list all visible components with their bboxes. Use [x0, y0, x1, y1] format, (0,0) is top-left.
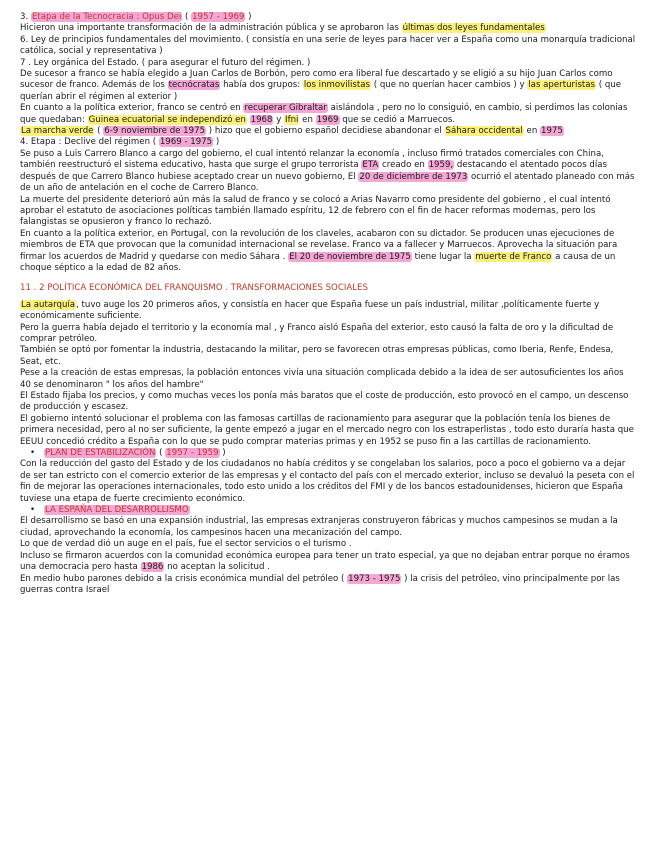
text-run: ( — [182, 12, 192, 22]
text-run: ocurrió el atentado planeado con más de un año de antelación en el coche de Carrero Blanco. — [20, 171, 635, 194]
paragraph — [20, 345, 636, 368]
highlighted-text: 1969 - 1975 — [159, 137, 213, 148]
paragraph — [20, 69, 636, 103]
text-run: Incluso se firmaron acuerdos con la comunidad económica europea para tener un trato especial, ya que no dejaban entrar porque no éramos una democracia pero hasta — [20, 550, 630, 573]
paragraph — [20, 229, 636, 275]
text-run: ( — [94, 126, 104, 137]
highlighted-text: las aperturistas — [528, 80, 596, 91]
text-run: ) hizo que el gobierno español decidiese abandonar el — [206, 126, 445, 137]
bullet-plan-estabilizacion — [20, 448, 636, 459]
text-run: El gobierno intentó solucionar el problema con las famosas cartillas de racionamiento para asegurar que la población tenía los bienes de primera necesidad, pero al no ser suficiente, la gente empezó a jugar en el mercado negro con los estraperlistas , todo esto duraría hasta que EEUU concedió crédito a España con lo que se pudo comprar materias primas y en 1952 se puso fin a las cartillas de racionamiento. — [20, 413, 634, 447]
highlighted-text: 1957 - 1959 — [166, 448, 219, 459]
text-run: Con la reducción del gasto del Estado y de los ciudadanos no había créditos y se congelaban los salarios, poco a poco el gobierno va a dejar de ser tan estricto con el comercio exterior de las empresas y el contacto del país con el mercado exterior, incluso se devaluó la peseta con el fin de mejorar las operaciones internacionales, todo esto unido a los créditos del FMI y de los bancos estadounidenses, hicieron que España tuviese una etapa de fuerte crecimiento económico. — [20, 459, 635, 504]
highlighted-text: 6-9 noviembre de 1975 — [104, 126, 206, 137]
highlighted-text: 1969 — [316, 114, 339, 125]
highlighted-text: recuperar Gibraltar — [244, 103, 327, 114]
highlighted-text: tecnócratas — [168, 80, 220, 91]
text-run: ) — [245, 12, 252, 22]
paragraph — [20, 459, 636, 505]
paragraph — [20, 539, 636, 550]
paragraph — [20, 551, 636, 574]
highlighted-text: 1986 — [141, 562, 164, 573]
highlighted-text: El 20 de noviembre de 1975 — [289, 251, 411, 262]
section-plan-estabilizacion — [20, 459, 636, 505]
highlighted-text: últimas dos leyes fundamentales — [402, 23, 545, 34]
text-run: en — [299, 114, 316, 125]
paragraph — [20, 391, 636, 414]
text-run: creado en — [379, 160, 428, 171]
text-run: que se cedió a Marruecos. — [339, 114, 456, 125]
text-run: ) la crisis del petróleo, vino principalmente por las guerras contra Israel — [20, 573, 620, 595]
paragraph — [20, 323, 636, 346]
highlighted-text: 1973 - 1975 — [348, 573, 401, 584]
highlighted-text: PLAN DE ESTABILIZACIÓN — [45, 448, 156, 459]
paragraph — [20, 103, 636, 126]
text-run: De sucesor a franco se había elegido a Juan Carlos de Borbón, pero como era liberal fue descartado y se eligió a su hijo Juan Carlos como sucesor de franco. Además de los — [20, 69, 613, 91]
paragraph — [20, 149, 636, 195]
paragraph — [20, 195, 636, 229]
text-run: El desarrollismo se basó en una expansión industrial, las empresas extranjeras construyeron fábricas y muchos campesinos se mudan a la ciudad, aprovechando la economía, los campesinos hacen una mecanización del campo. — [20, 516, 618, 538]
text-run: En cuanto a la política exterior, en Portugal, con la revolución de los claveles, acabaron con su dictador. Se producen unas ejecuciones de miembros de ETA que provocan que la comunidad internacional se revelase. Franco va a fallecer y Marruecos. Aprovecha la situación para firmar los acuerdos de Madrid y quedarse con medio Sáhara . — [20, 228, 618, 262]
text-run: ) — [213, 137, 220, 148]
highlighted-text: La autarquía — [21, 299, 76, 310]
paragraph — [20, 23, 636, 34]
highlighted-text: 1957 - 1969 — [192, 12, 245, 22]
section-economia — [20, 300, 636, 448]
highlighted-text: LA ESPAÑA DEL DESARROLLISMO — [45, 505, 189, 516]
highlighted-text: 1975 — [541, 126, 563, 137]
text-run: ( que no querían hacer cambios ) y — [371, 80, 528, 91]
text-run: , tuvo auge los 20 primeros años, y consistía en hacer que España fuese un país industrial, militar ,políticamente fuerte y económicamente suficiente. — [20, 299, 600, 322]
text-run: 4. Etapa : Declive del régimen ( — [20, 137, 159, 148]
highlighted-text: ETA — [362, 160, 379, 171]
text-run: Hicieron una importante transformación de la administración pública y se aprobaron las — [20, 23, 402, 34]
paragraph — [20, 137, 636, 148]
bullet-icon: • — [30, 505, 36, 516]
text-run: destacando el atentado pocos días después de que Carrero Blanco hubiese aceptado crear un nuevo gobierno, El — [20, 160, 607, 182]
highlighted-text: Ifni — [285, 114, 299, 125]
text-run: Pese a la creación de estas empresas, la población entonces vivía una situación complicada debido a la idea de ser autosuficientes los años 40 se denominaron " los años del hambre" — [20, 368, 624, 390]
paragraph — [20, 35, 636, 58]
text-run: Se puso a Luis Carrero Blanco a cargo del gobierno, el cual intentó relanzar la economía , incluso firmó tratados comerciales con China, también reestructuró el sistema educativo, hasta que surge el grupo terrorista — [20, 148, 604, 171]
bullet-desarrollismo — [20, 505, 636, 516]
paragraph — [20, 126, 636, 137]
text-run: en — [523, 126, 540, 137]
section-desarrollismo — [20, 516, 636, 596]
paragraph — [20, 300, 636, 323]
highlighted-text: 1959, — [428, 160, 454, 171]
paragraph — [20, 58, 636, 69]
paragraph — [20, 516, 636, 539]
text-run: había dos grupos: — [220, 80, 303, 91]
text-run: En medio hubo parones debido a la crisis económica mundial del petróleo ( — [20, 573, 348, 584]
paragraph — [20, 414, 636, 448]
highlighted-text: muerte de Franco — [475, 251, 552, 262]
text-run: y — [273, 114, 285, 125]
highlighted-text: La marcha verde — [21, 126, 94, 137]
text-run: ( — [156, 448, 166, 459]
text-run: a causa de un choque séptico a la edad de 82 años. — [20, 251, 616, 273]
highlighted-text: Sáhara occidental — [445, 126, 523, 137]
paragraph — [20, 574, 636, 597]
text-run: 6. Ley de principios fundamentales del movimiento. ( consistía en una serie de leyes para hacer ver a España como una monarquía tradicional católica, social y representativa ) — [20, 34, 636, 57]
text-run: El Estado fijaba los precios, y como muchas veces los ponía más baratos que el coste de producción, esto provocó en el campo, un descenso de producción y escasez. — [20, 391, 629, 413]
text-run: Lo que de verdad dió un auge en el país, fue el sector servicios o el turismo . — [20, 539, 352, 550]
section-heading-text: 11 . 2 POLÍTICA ECONÓMICA DEL FRANQUISMO . TRANSFORMACIONES SOCIALES — [20, 283, 368, 294]
bullet-icon: • — [30, 448, 36, 459]
text-run: 7 . Ley orgánica del Estado. ( para asegurar el futuro del régimen. ) — [20, 57, 311, 68]
paragraph — [20, 12, 636, 23]
text-run: ( que querían abrir el régimen al exterior ) — [20, 80, 622, 102]
text-run: 3. — [20, 12, 31, 22]
text-run: ) — [219, 448, 226, 459]
text-run: En cuanto a la política exterior, franco se centró en — [20, 103, 244, 114]
text-run: Pero la guerra había dejado el territorio y la economía mal , y Franco aisló España del exterior, esto causó la falta de oro y la dificultad de comprar petróleo. — [20, 322, 614, 344]
section-franquismo-etapas — [20, 12, 636, 274]
highlighted-text: 20 de diciembre de 1973 — [359, 171, 468, 182]
text-run: aislándola , pero no lo consiguió, en cambio, si perdimos las colonias que quedaban: — [20, 103, 628, 125]
text-run: no aceptan la solicitud . — [164, 562, 270, 573]
highlighted-text: Guinea ecuatorial se independizó en — [88, 114, 246, 125]
section-heading — [20, 283, 636, 294]
highlighted-text: Etapa de la Tecnocracia : Opus Dei — [31, 12, 182, 22]
text-run: tiene lugar la — [411, 251, 475, 262]
paragraph — [20, 368, 636, 391]
highlighted-text: los inmovilistas — [303, 80, 370, 91]
text-run: La muerte del presidente deterioró aún más la salud de franco y se colocó a Arias Navarro como presidente del gobierno , el cual intentó aprobar el estatuto de asociaciones políticas también llamado espíritu, 12 de febrero con el fin de hacer reformas modernas, pero los falangistas se opusieron y franco lo rechazó. — [20, 194, 611, 228]
text-run: También se optó por fomentar la industria, destacando la militar, pero se favorecen otras empresas públicas, como Iberia, Renfe, Endesa, Seat, etc. — [20, 345, 614, 367]
highlighted-text: 1968 — [250, 114, 273, 125]
